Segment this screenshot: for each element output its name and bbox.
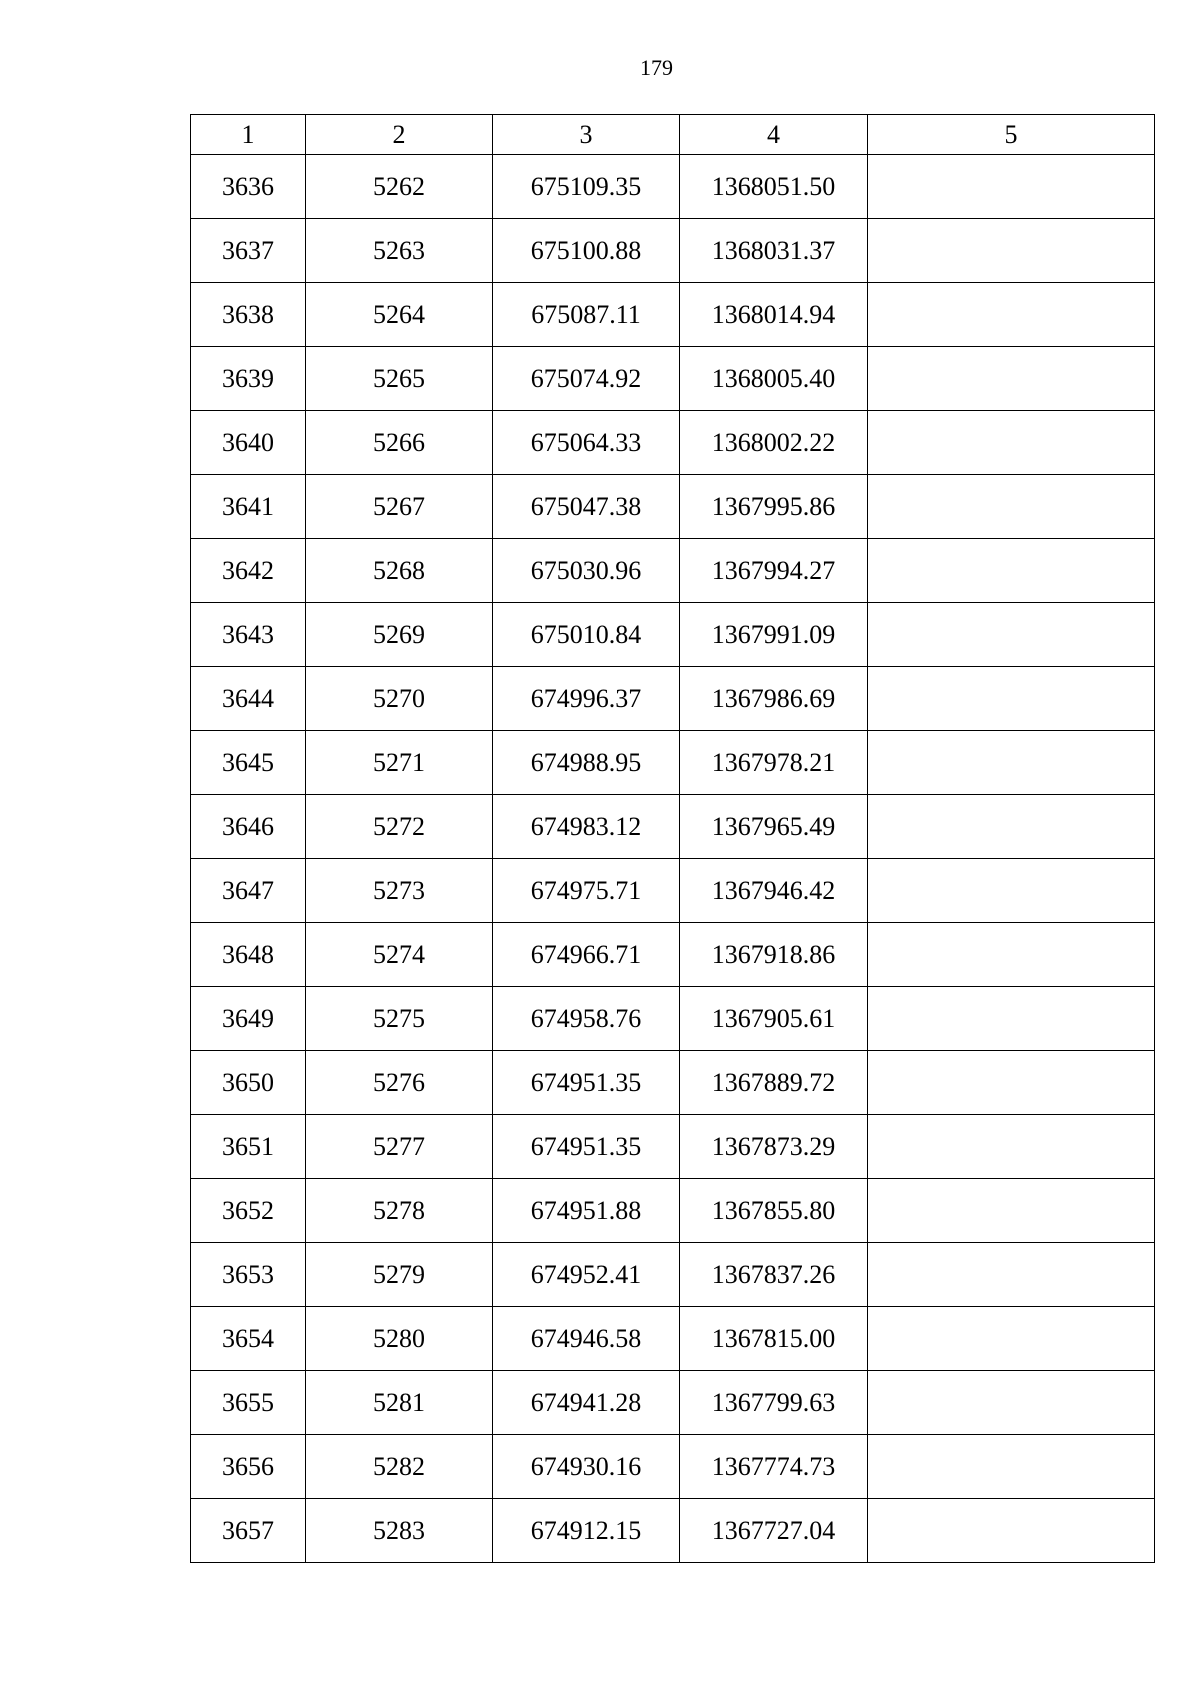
y-coordinate-cell: 1367799.63 [680, 1371, 868, 1435]
x-coordinate-cell: 675047.38 [493, 475, 680, 539]
table-row [191, 987, 1155, 1051]
point-number-cell: 3656 [191, 1435, 306, 1499]
vertex-number-cell: 5275 [306, 987, 493, 1051]
notes-cell [868, 1051, 1155, 1115]
y-coordinate-cell: 1367837.26 [680, 1243, 868, 1307]
point-number-cell: 3651 [191, 1115, 306, 1179]
vertex-number-cell: 5267 [306, 475, 493, 539]
table-row [191, 1115, 1155, 1179]
table-header-row [191, 115, 1155, 155]
y-coordinate-cell: 1367855.80 [680, 1179, 868, 1243]
vertex-number-cell: 5282 [306, 1435, 493, 1499]
notes-cell [868, 859, 1155, 923]
vertex-number-cell: 5263 [306, 219, 493, 283]
point-number-cell: 3640 [191, 411, 306, 475]
vertex-number-cell: 5272 [306, 795, 493, 859]
vertex-number-cell: 5269 [306, 603, 493, 667]
x-coordinate-cell: 674988.95 [493, 731, 680, 795]
page-number: 179 [640, 55, 673, 80]
y-coordinate-cell: 1367905.61 [680, 987, 868, 1051]
table-row [191, 859, 1155, 923]
vertex-number-cell: 5276 [306, 1051, 493, 1115]
table-row [191, 1435, 1155, 1499]
point-number-cell: 3647 [191, 859, 306, 923]
point-number-cell: 3654 [191, 1307, 306, 1371]
vertex-number-cell: 5266 [306, 411, 493, 475]
column-header-2: 2 [306, 115, 493, 155]
notes-cell [868, 1307, 1155, 1371]
vertex-number-cell: 5271 [306, 731, 493, 795]
y-coordinate-cell: 1367815.00 [680, 1307, 868, 1371]
vertex-number-cell: 5279 [306, 1243, 493, 1307]
point-number-cell: 3642 [191, 539, 306, 603]
x-coordinate-cell: 674930.16 [493, 1435, 680, 1499]
notes-cell [868, 1115, 1155, 1179]
notes-cell [868, 1435, 1155, 1499]
x-coordinate-cell: 675030.96 [493, 539, 680, 603]
x-coordinate-cell: 674912.15 [493, 1499, 680, 1563]
coordinates-table [190, 114, 1155, 1563]
x-coordinate-cell: 674952.41 [493, 1243, 680, 1307]
x-coordinate-cell: 674975.71 [493, 859, 680, 923]
notes-cell [868, 347, 1155, 411]
notes-cell [868, 731, 1155, 795]
y-coordinate-cell: 1368031.37 [680, 219, 868, 283]
notes-cell [868, 1243, 1155, 1307]
notes-cell [868, 283, 1155, 347]
x-coordinate-cell: 674951.88 [493, 1179, 680, 1243]
y-coordinate-cell: 1367978.21 [680, 731, 868, 795]
point-number-cell: 3641 [191, 475, 306, 539]
vertex-number-cell: 5262 [306, 155, 493, 219]
y-coordinate-cell: 1367994.27 [680, 539, 868, 603]
table-row [191, 923, 1155, 987]
point-number-cell: 3649 [191, 987, 306, 1051]
vertex-number-cell: 5264 [306, 283, 493, 347]
point-number-cell: 3643 [191, 603, 306, 667]
x-coordinate-cell: 675087.11 [493, 283, 680, 347]
vertex-number-cell: 5277 [306, 1115, 493, 1179]
table-row [191, 1179, 1155, 1243]
table-row [191, 411, 1155, 475]
table-row [191, 1051, 1155, 1115]
notes-cell [868, 795, 1155, 859]
x-coordinate-cell: 674983.12 [493, 795, 680, 859]
x-coordinate-cell: 674958.76 [493, 987, 680, 1051]
notes-cell [868, 923, 1155, 987]
table-body [191, 115, 1155, 1563]
x-coordinate-cell: 674946.58 [493, 1307, 680, 1371]
notes-cell [868, 1371, 1155, 1435]
point-number-cell: 3637 [191, 219, 306, 283]
vertex-number-cell: 5270 [306, 667, 493, 731]
table-row [191, 1499, 1155, 1563]
vertex-number-cell: 5274 [306, 923, 493, 987]
x-coordinate-cell: 674951.35 [493, 1051, 680, 1115]
point-number-cell: 3650 [191, 1051, 306, 1115]
y-coordinate-cell: 1367774.73 [680, 1435, 868, 1499]
point-number-cell: 3645 [191, 731, 306, 795]
column-header-3: 3 [493, 115, 680, 155]
notes-cell [868, 539, 1155, 603]
notes-cell [868, 155, 1155, 219]
x-coordinate-cell: 675109.35 [493, 155, 680, 219]
table-row [191, 667, 1155, 731]
table-row [191, 1371, 1155, 1435]
table-row [191, 603, 1155, 667]
y-coordinate-cell: 1368014.94 [680, 283, 868, 347]
y-coordinate-cell: 1367965.49 [680, 795, 868, 859]
table-row [191, 283, 1155, 347]
y-coordinate-cell: 1367727.04 [680, 1499, 868, 1563]
y-coordinate-cell: 1367946.42 [680, 859, 868, 923]
point-number-cell: 3639 [191, 347, 306, 411]
column-header-4: 4 [680, 115, 868, 155]
table-row [191, 539, 1155, 603]
notes-cell [868, 411, 1155, 475]
x-coordinate-cell: 674941.28 [493, 1371, 680, 1435]
x-coordinate-cell: 675010.84 [493, 603, 680, 667]
x-coordinate-cell: 674966.71 [493, 923, 680, 987]
vertex-number-cell: 5283 [306, 1499, 493, 1563]
table-row [191, 731, 1155, 795]
x-coordinate-cell: 675074.92 [493, 347, 680, 411]
vertex-number-cell: 5265 [306, 347, 493, 411]
point-number-cell: 3655 [191, 1371, 306, 1435]
y-coordinate-cell: 1367889.72 [680, 1051, 868, 1115]
y-coordinate-cell: 1368002.22 [680, 411, 868, 475]
notes-cell [868, 475, 1155, 539]
table-row [191, 219, 1155, 283]
notes-cell [868, 1179, 1155, 1243]
notes-cell [868, 603, 1155, 667]
y-coordinate-cell: 1367873.29 [680, 1115, 868, 1179]
notes-cell [868, 987, 1155, 1051]
y-coordinate-cell: 1368005.40 [680, 347, 868, 411]
vertex-number-cell: 5268 [306, 539, 493, 603]
notes-cell [868, 219, 1155, 283]
table-row [191, 1243, 1155, 1307]
vertex-number-cell: 5278 [306, 1179, 493, 1243]
y-coordinate-cell: 1367986.69 [680, 667, 868, 731]
point-number-cell: 3646 [191, 795, 306, 859]
y-coordinate-cell: 1367995.86 [680, 475, 868, 539]
x-coordinate-cell: 675064.33 [493, 411, 680, 475]
x-coordinate-cell: 674951.35 [493, 1115, 680, 1179]
point-number-cell: 3652 [191, 1179, 306, 1243]
table-row [191, 475, 1155, 539]
point-number-cell: 3653 [191, 1243, 306, 1307]
column-header-5: 5 [868, 115, 1155, 155]
point-number-cell: 3648 [191, 923, 306, 987]
point-number-cell: 3638 [191, 283, 306, 347]
vertex-number-cell: 5273 [306, 859, 493, 923]
point-number-cell: 3657 [191, 1499, 306, 1563]
table-row [191, 155, 1155, 219]
table-row [191, 347, 1155, 411]
y-coordinate-cell: 1367991.09 [680, 603, 868, 667]
y-coordinate-cell: 1367918.86 [680, 923, 868, 987]
vertex-number-cell: 5280 [306, 1307, 493, 1371]
table-row [191, 1307, 1155, 1371]
vertex-number-cell: 5281 [306, 1371, 493, 1435]
x-coordinate-cell: 675100.88 [493, 219, 680, 283]
column-header-1: 1 [191, 115, 306, 155]
point-number-cell: 3636 [191, 155, 306, 219]
table-row [191, 795, 1155, 859]
notes-cell [868, 1499, 1155, 1563]
point-number-cell: 3644 [191, 667, 306, 731]
notes-cell [868, 667, 1155, 731]
y-coordinate-cell: 1368051.50 [680, 155, 868, 219]
x-coordinate-cell: 674996.37 [493, 667, 680, 731]
